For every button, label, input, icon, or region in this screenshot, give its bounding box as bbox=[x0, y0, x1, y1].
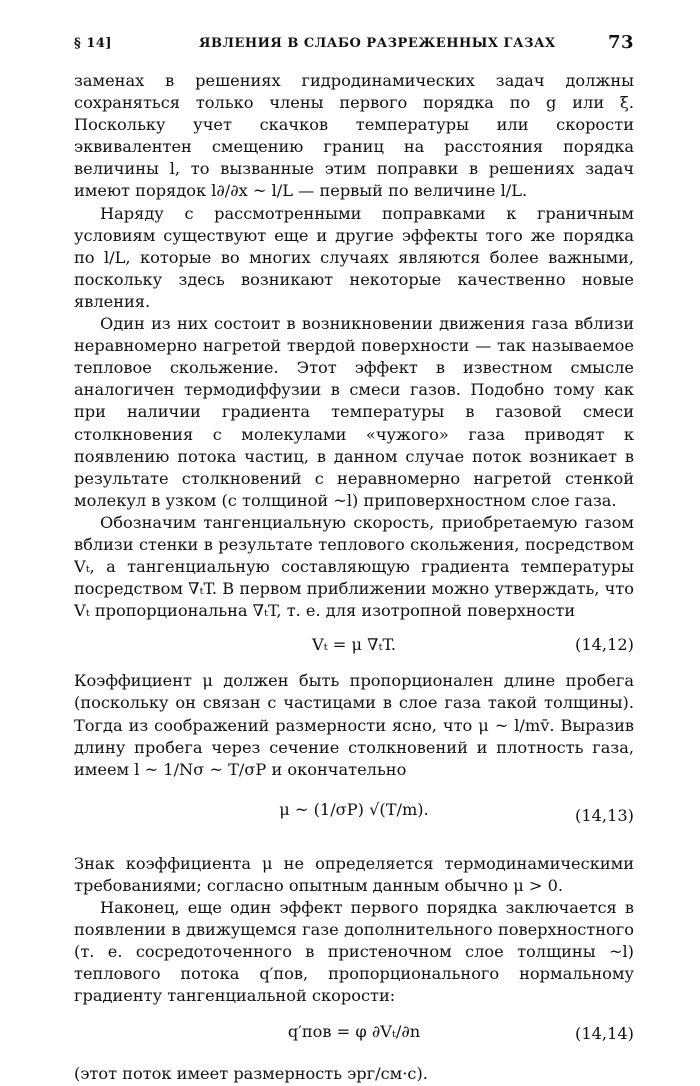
page-body bbox=[74, 70, 634, 1086]
page-number: 73 bbox=[607, 32, 634, 53]
paragraph-4: Обозначим тангенциальную скорость, приобретаемую газом вблизи стенки в результате теплового скольжения, посредством Vₜ, а тангенциальную составляющую градиента температуры посредством ∇ₜT. В первом приближении можно утверждать, что Vₜ пропорциональна ∇ₜT, т. е. для изотропной поверхности bbox=[74, 512, 634, 621]
equation-number: (14,12) bbox=[575, 635, 634, 655]
paragraph-8: (этот поток имеет размерность эрг/см·с). bbox=[74, 1064, 428, 1084]
paragraph-6: Знак коэффициента μ не определяется термодинамическими требованиями; согласно опытным данным обычно μ > 0. bbox=[74, 853, 634, 895]
paragraph-5: Коэффициент μ должен быть пропорционален длине пробега (поскольку он связан с частицами в слое газа такой толщины). Тогда из соображений размерности ясно, что μ ~ l/mv̄. Выразив длину пробега через сечение столкновений и плотность газа, имеем l ~ 1/Nσ ~ T/σP и окончательно bbox=[74, 671, 634, 779]
equation-expression: Vₜ = μ ∇ₜT. bbox=[311, 635, 397, 655]
equation-number: (14,13) bbox=[575, 805, 634, 825]
equation-14-13 bbox=[74, 785, 634, 849]
equation-14-12 bbox=[74, 626, 634, 666]
running-title: ЯВЛЕНИЯ В СЛАБО РАЗРЕЖЕННЫХ ГАЗАХ bbox=[199, 36, 556, 51]
paragraph-2: Наряду с рассмотренными поправками к граничным условиям существуют еще и другие эффекты того же порядка по l/L, которые во многих случаях являются более важными, поскольку здесь возникают некоторые качественно новые явления. bbox=[74, 203, 634, 311]
equation-expression: q′пов = φ ∂Vₜ/∂n bbox=[287, 1022, 421, 1042]
paragraph-7: Наконец, еще один эффект первого порядка заключается в появлении в движущемся газе дополнительного поверхностного (т. е. сосредоточенного в пристеночном слое толщины ~l) теплового потока q′пов, пропорционального нормальному градиенту тангенциальной скорости: bbox=[74, 898, 634, 1006]
paragraph-3: Один из них состоит в возникновении движения газа вблизи неравномерно нагретой твердой поверхности — так называемое тепловое скольжение. Этот эффект в известном смысле аналогичен термодиффузии в смеси газов. Подобно тому как при наличии градиента температуры в газовой смеси столкновения с молекулами «чужого» газа приводят к появлению потока частиц, в данном случае поток возникает в результате столкновений с неравномерно нагретой стенкой молекул в узком (с толщиной ~l) приповерхностном слое газа. bbox=[74, 314, 634, 510]
section-ref: § 14] bbox=[74, 36, 113, 51]
paragraph-1: заменах в решениях гидродинамических задач должны сохраняться только члены первого порядка по g или ξ. Поскольку учет скачков температуры или скорости эквивалентен смещению границ на расстояния порядка величины l, то вызванные этим поправки в решениях задач имеют порядок l∂/∂x ~ l/L — первый по величине l/L. bbox=[74, 71, 634, 201]
equation-number: (14,14) bbox=[575, 1024, 634, 1044]
equation-14-14 bbox=[74, 1011, 634, 1059]
equation-expression: μ ~ (1/σP) √(T/m). bbox=[279, 799, 429, 819]
running-header bbox=[74, 32, 634, 56]
